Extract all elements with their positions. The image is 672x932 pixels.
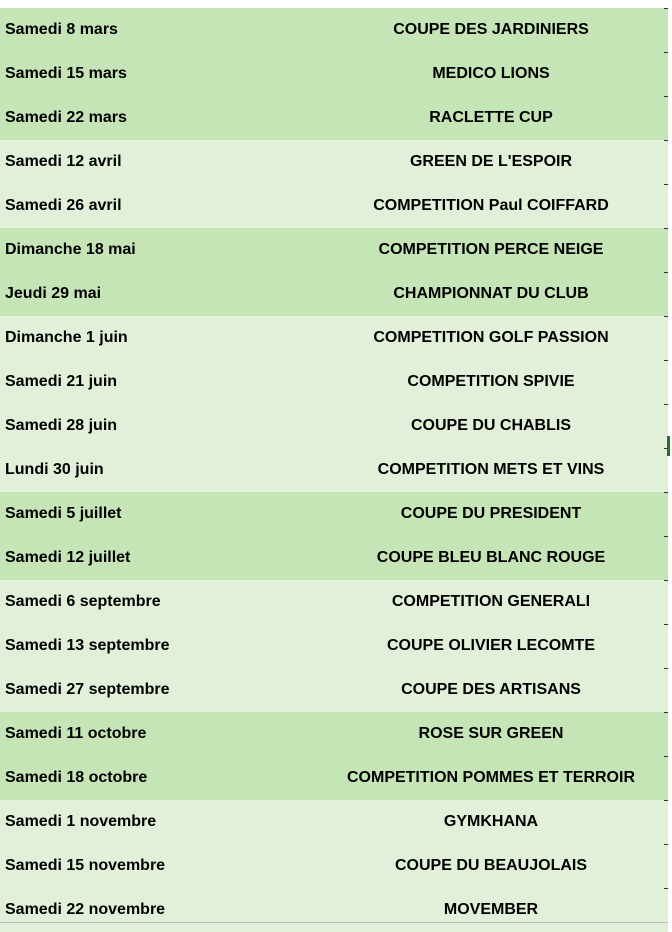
table-row[interactable]	[0, 228, 668, 272]
gridline-tick	[664, 844, 668, 845]
row-event: RACLETTE CUP	[429, 109, 553, 126]
gridline-tick	[664, 404, 668, 405]
row-event: COMPETITION GOLF PASSION	[373, 329, 609, 346]
gridline-tick	[664, 52, 668, 53]
row-event: COMPETITION GENERALI	[391, 593, 591, 610]
gridline-tick	[664, 756, 668, 757]
row-date: Samedi 11 octobre	[5, 725, 147, 742]
competition-schedule-table	[0, 8, 668, 932]
gridline-tick	[664, 228, 668, 229]
row-event: MOVEMBER	[443, 901, 539, 918]
row-date: Dimanche 1 juin	[5, 329, 128, 346]
row-date: Samedi 21 juin	[5, 373, 118, 390]
row-event: COUPE DU PRESIDENT	[400, 505, 582, 522]
row-date: Samedi 28 juin	[5, 417, 118, 434]
gridline-tick	[664, 184, 668, 185]
row-date: Samedi 1 novembre	[5, 813, 157, 830]
row-date: Samedi 5 juillet	[5, 505, 122, 522]
table-row[interactable]	[0, 272, 668, 316]
row-event: COMPETITION PERCE NEIGE	[378, 241, 604, 258]
row-date: Samedi 6 septembre	[5, 593, 161, 610]
row-date: Samedi 18 octobre	[5, 769, 148, 786]
row-date: Jeudi 29 mai	[5, 285, 102, 302]
row-event: GYMKHANA	[443, 813, 539, 830]
row-event: CHAMPIONNAT DU CLUB	[393, 285, 589, 302]
table-row[interactable]	[0, 712, 668, 756]
cell-selection-marker	[667, 436, 670, 456]
row-event: COUPE DES ARTISANS	[401, 681, 581, 698]
row-event: COUPE DU BEAUJOLAIS	[394, 857, 588, 874]
gridline-tick	[664, 492, 668, 493]
table-row[interactable]	[0, 360, 668, 404]
row-event: COUPE DES JARDINIERS	[393, 21, 589, 38]
row-event: ROSE SUR GREEN	[418, 725, 564, 742]
row-date: Samedi 22 novembre	[5, 901, 166, 918]
row-event: COUPE BLEU BLANC ROUGE	[376, 549, 606, 566]
table-row[interactable]	[0, 8, 668, 52]
row-date: Samedi 12 avril	[5, 153, 122, 170]
row-date: Samedi 13 septembre	[5, 637, 170, 654]
row-date: Samedi 8 mars	[5, 21, 118, 38]
row-event: COMPETITION SPIVIE	[407, 373, 575, 390]
row-event: COMPETITION METS ET VINS	[377, 461, 605, 478]
gridline-tick	[664, 96, 668, 97]
table-row[interactable]	[0, 800, 668, 844]
table-row[interactable]	[0, 844, 668, 888]
row-date: Samedi 22 mars	[5, 109, 127, 126]
sheet-bottom-border	[0, 922, 668, 923]
row-event: COUPE DU CHABLIS	[410, 417, 571, 434]
gridline-tick	[664, 536, 668, 537]
table-row[interactable]	[0, 756, 668, 800]
row-event: COUPE OLIVIER LECOMTE	[386, 637, 595, 654]
gridline-tick	[664, 316, 668, 317]
row-event: MEDICO LIONS	[432, 65, 550, 82]
row-date: Lundi 30 juin	[5, 461, 104, 478]
table-row[interactable]	[0, 668, 668, 712]
row-date: Dimanche 18 mai	[5, 241, 136, 258]
gridline-tick	[664, 580, 668, 581]
gridline-tick	[664, 800, 668, 801]
table-row[interactable]	[0, 536, 668, 580]
gridline-tick	[664, 140, 668, 141]
gridline-tick	[664, 360, 668, 361]
row-date: Samedi 27 septembre	[5, 681, 170, 698]
table-row[interactable]	[0, 52, 668, 96]
table-row[interactable]	[0, 448, 668, 492]
row-event: GREEN DE L'ESPOIR	[409, 153, 573, 170]
row-date: Samedi 15 novembre	[5, 857, 166, 874]
gridline-tick	[664, 668, 668, 669]
gridline-tick	[664, 888, 668, 889]
row-date: Samedi 15 mars	[5, 65, 127, 82]
gridline-tick	[664, 624, 668, 625]
table-row[interactable]	[0, 888, 668, 932]
table-row[interactable]	[0, 624, 668, 668]
gridline-tick	[664, 272, 668, 273]
table-row[interactable]	[0, 184, 668, 228]
row-date: Samedi 12 juillet	[5, 549, 131, 566]
gridline-tick	[664, 8, 668, 9]
row-date: Samedi 26 avril	[5, 197, 122, 214]
table-row[interactable]	[0, 492, 668, 536]
row-event: COMPETITION POMMES ET TERROIR	[346, 769, 635, 786]
table-row[interactable]	[0, 96, 668, 140]
table-row[interactable]	[0, 404, 668, 448]
gridline-tick	[664, 712, 668, 713]
table-row[interactable]	[0, 580, 668, 624]
row-event: COMPETITION Paul COIFFARD	[373, 197, 609, 214]
table-row[interactable]	[0, 140, 668, 184]
table-row[interactable]	[0, 316, 668, 360]
